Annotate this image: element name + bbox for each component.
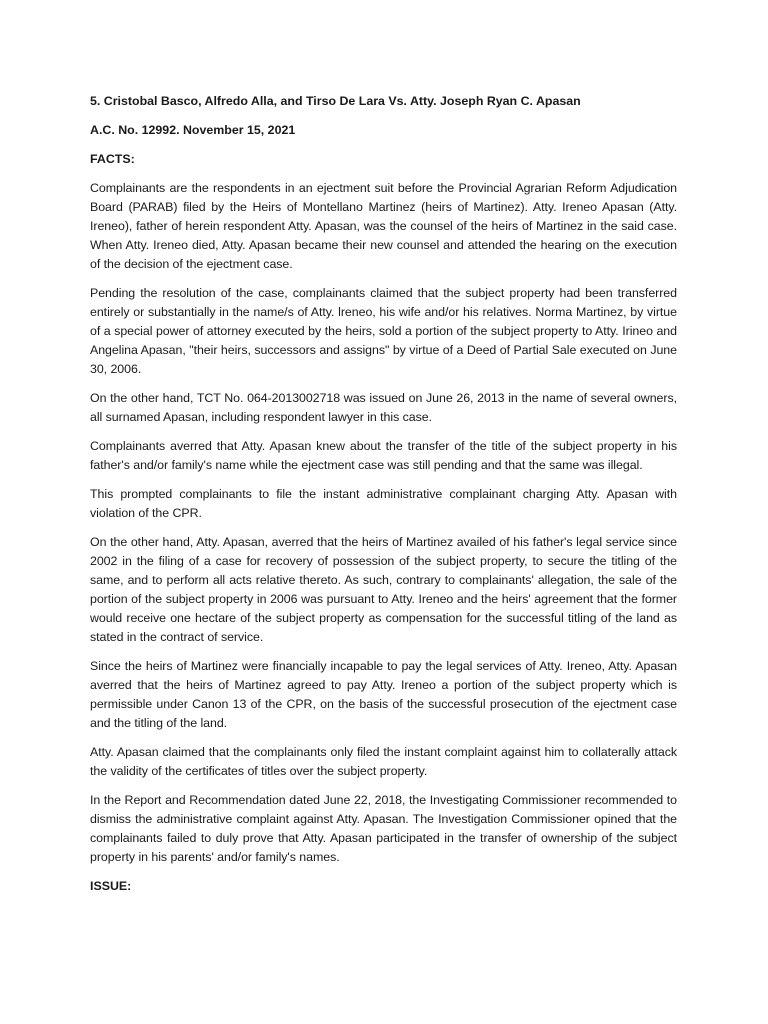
paragraph: On the other hand, TCT No. 064-2013002718 was issued on June 26, 2013 in the name of several owners, all surnamed Apasan, including respondent lawyer in this case. <box>90 391 677 424</box>
document-page <box>90 92 677 906</box>
facts-heading: FACTS: <box>90 152 135 166</box>
case-number: A.C. No. 12992. November 15, 2021 <box>90 123 296 137</box>
paragraph: Complainants averred that Atty. Apasan knew about the transfer of the title of the subject property in his father's and/or family's name while the ejectment case was still pending and that the same was illegal. <box>90 439 677 472</box>
issue-heading: ISSUE: <box>90 879 132 893</box>
paragraph: This prompted complainants to file the instant administrative complainant charging Atty. Apasan with violation of the CPR. <box>90 487 677 520</box>
paragraph: Since the heirs of Martinez were financially incapable to pay the legal services of Atty. Ireneo, Atty. Apasan averred that the heirs of Martinez agreed to pay Atty. Ireneo a portion of the subject property which is permissible under Canon 13 of the CPR, on the basis of the successful prosecution of the ejectment case and the titling of the land. <box>90 659 677 730</box>
paragraph: Pending the resolution of the case, complainants claimed that the subject property had been transferred entirely or substantially in the name/s of Atty. lreneo, his wife and/or his relatives. Norma Martinez, by virtue of a special power of attorney executed by the heirs, sold a portion of the subject property to Atty. Irineo and Angelina Apasan, "their heirs, successors and assigns" by virtue of a Deed of Partial Sale executed on June 30, 2006. <box>90 286 677 376</box>
paragraph: On the other hand, Atty. Apasan, averred that the heirs of Martinez availed of his father's legal service since 2002 in the filing of a case for recovery of possession of the subject property, to secure the titling of the same, and to perform all acts relative thereto. As such, contrary to complainants' allegation, the sale of the portion of the subject property in 2006 was pursuant to Atty. Ireneo and the heirs' agreement that the former would receive one hectare of the subject property as compensation for the successful titling of the land as stated in the contract of service. <box>90 535 677 644</box>
paragraph: Complainants are the respondents in an ejectment suit before the Provincial Agrarian Reform Adjudication Board (PARAB) filed by the Heirs of Montellano Martinez (heirs of Martinez). Atty. Ireneo Apasan (Atty. Ireneo), father of herein respondent Atty. Apasan, was the counsel of the heirs of Martinez in the said case. When Atty. Ireneo died, Atty. Apasan became their new counsel and attended the hearing on the execution of the decision of the ejectment case. <box>90 181 677 271</box>
paragraph: Atty. Apasan claimed that the complainants only filed the instant complaint against him to collaterally attack the validity of the certificates of titles over the subject property. <box>90 745 677 778</box>
case-title: 5. Cristobal Basco, Alfredo Alla, and Tirso De Lara Vs. Atty. Joseph Ryan C. Apasan <box>90 94 581 108</box>
paragraph: In the Report and Recommendation dated June 22, 2018, the Investigating Commissioner recommended to dismiss the administrative complaint against Atty. Apasan. The Investigation Commissioner opined that the complainants failed to duly prove that Atty. Apasan participated in the transfer of ownership of the subject property in his parents' and/or family's names. <box>90 793 677 864</box>
